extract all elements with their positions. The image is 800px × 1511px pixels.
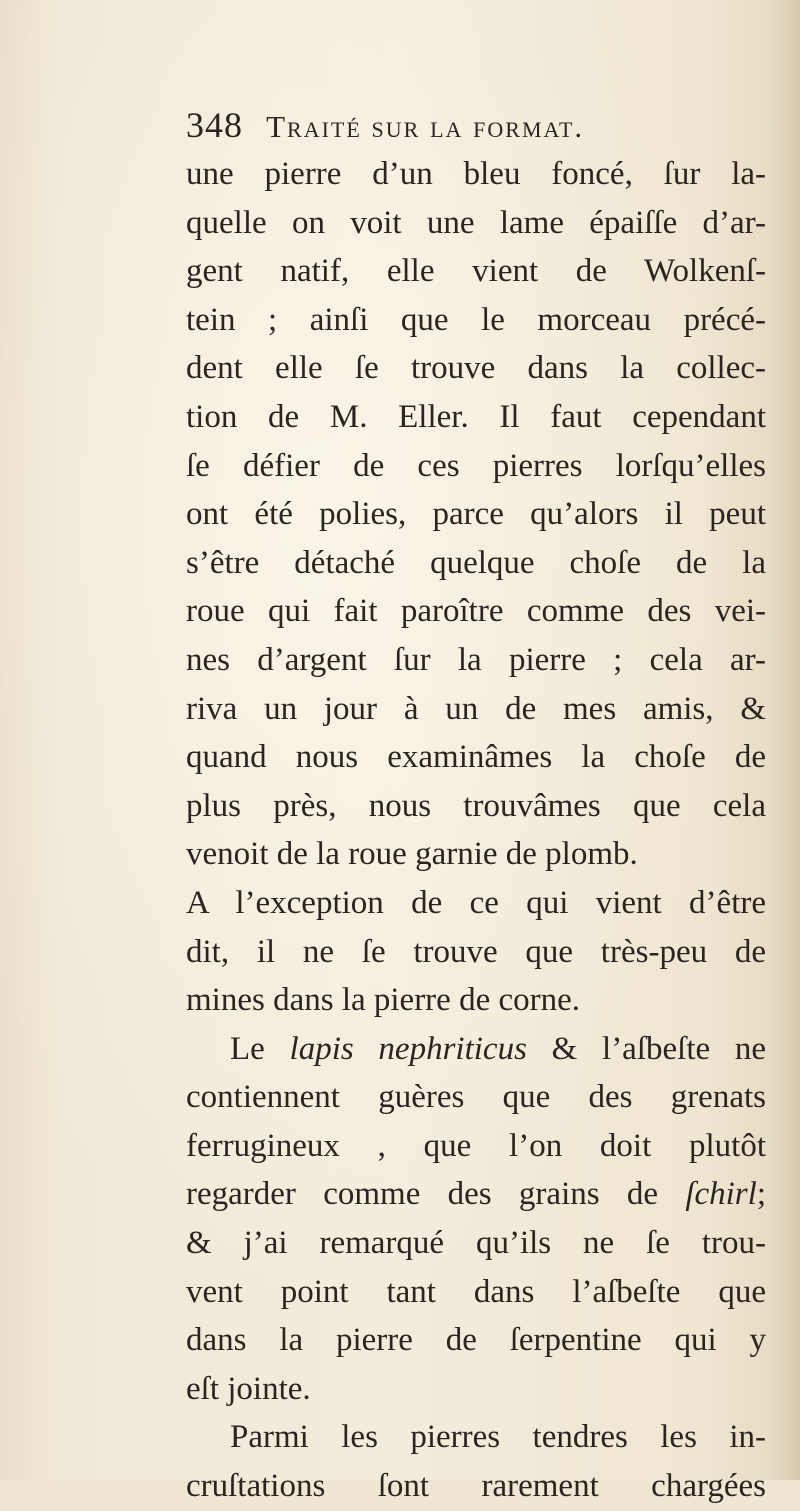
text-segment: & l’aſbeſte ne — [526, 1030, 766, 1067]
text-line: une pierre d’un bleu foncé, ſur la- — [186, 156, 766, 192]
italic-term: lapis nephriticus — [289, 1030, 527, 1067]
text-line: riva un jour à un de mes amis, & — [186, 690, 766, 727]
italic-term: ſchirl — [685, 1176, 757, 1213]
text-line: cruſtations ſont rarement chargées — [186, 1468, 766, 1505]
text-line — [186, 1170, 766, 1219]
text-line: contiennent guères que des grenats — [186, 1079, 766, 1116]
page-number: 348 — [186, 105, 243, 145]
text-line: tion de M. Eller. Il faut cependant — [186, 398, 766, 435]
text-line: dans la pierre de ſerpentine qui y — [186, 1322, 766, 1359]
text-line: eſt jointe. — [186, 1370, 311, 1407]
text-line: s’être détaché quelque choſe de la — [186, 544, 766, 581]
text-line — [186, 1025, 766, 1074]
text-line: vent point tant dans l’aſbeſte que — [186, 1273, 766, 1310]
text-line: dent elle ſe trouve dans la collec- — [186, 350, 766, 387]
running-header — [186, 104, 776, 152]
text-line: venoit de la roue garnie de plomb. — [186, 836, 638, 873]
text-line: plus près, nous trouvâmes que cela — [186, 787, 766, 824]
text-segment: regarder comme des grains de — [186, 1176, 686, 1213]
text-line: gent natif, elle vient de Wolkenſ- — [186, 253, 766, 290]
running-title: Traité sur la format. — [266, 109, 585, 144]
body-text — [186, 150, 766, 1511]
text-line: A l’exception de ce qui vient d’être — [186, 884, 766, 921]
text-line: ont été polies, parce qu’alors il peut — [186, 496, 766, 533]
text-line: & j’ai remarqué qu’ils ne ſe trou- — [186, 1225, 766, 1262]
text-segment: ; — [756, 1176, 766, 1213]
page-edge-shadow — [770, 0, 800, 1480]
text-line: tein ; ainſi que le morceau précé- — [186, 301, 766, 338]
text-line: quelle on voit une lame épaiſſe d’ar- — [186, 204, 766, 241]
text-line: ſe défier de ces pierres lorſqu’elles — [186, 447, 766, 484]
text-line: mines dans la pierre de corne. — [186, 982, 581, 1019]
text-line: dit, il ne ſe trouve que très-peu de — [186, 933, 766, 970]
text-line: Parmi les pierres tendres les in- — [230, 1419, 766, 1456]
text-line: nes d’argent ſur la pierre ; cela ar- — [186, 641, 766, 678]
text-line: roue qui fait paroître comme des vei- — [186, 593, 766, 630]
text-line: quand nous examinâmes la choſe de — [186, 739, 766, 776]
text-segment: Le — [230, 1030, 290, 1067]
text-line: ferrugineux , que l’on doit plutôt — [186, 1127, 766, 1164]
